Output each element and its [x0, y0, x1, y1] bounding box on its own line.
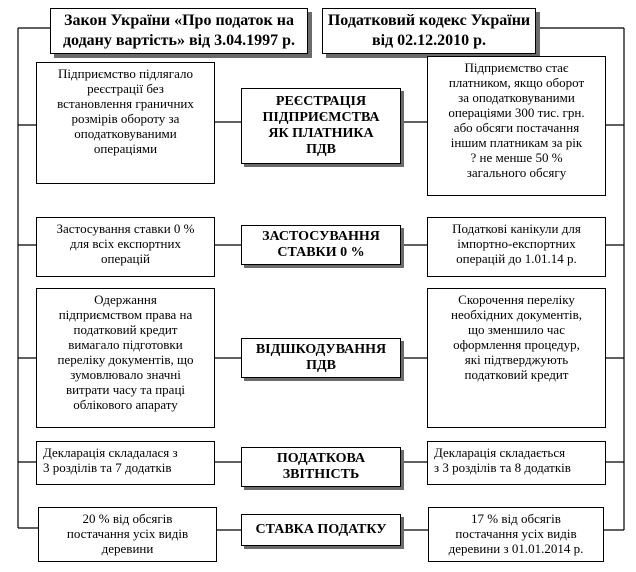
row4-topic-box — [241, 447, 401, 487]
row2-topic-box — [241, 225, 401, 265]
row5-left-box — [38, 507, 217, 562]
header-law-1997-text: Закон України «Про податок на додану вартість» від 3.04.1997 р. — [62, 12, 296, 49]
row4-topic-text: ПОДАТКОВА ЗВІТНІСТЬ — [276, 451, 366, 482]
row2-right-text: Податкові канікули для імпортно-експортних операцій до 1.01.14 р. — [452, 221, 581, 266]
row5-topic-text: СТАВКА ПОДАТКУ — [255, 522, 387, 537]
row1-left-text: Підприємство підлягало реєстрації без встановлення граничних розмірів обороту за оподатковуваними операціями — [57, 66, 194, 156]
row4-left-box — [36, 441, 215, 485]
row3-left-box — [36, 288, 215, 428]
row2-topic-text: ЗАСТОСУВАННЯ СТАВКИ 0 % — [262, 229, 380, 260]
row1-topic-box — [241, 88, 401, 164]
row5-left-text: 20 % від обсягів постачання усіх видів деревини — [66, 511, 189, 556]
row3-right-text: Скорочення переліку необхідних документів, що зменшило час оформлення процедур, які підтверджують податковий кредит — [451, 292, 582, 382]
row3-topic-text: ВІДШКОДУВАННЯ ПДВ — [255, 342, 387, 373]
row1-left-box — [36, 62, 215, 184]
row1-right-box — [427, 56, 606, 196]
row4-right-text: Декларація складається з 3 розділів та 8 додатків — [434, 445, 571, 475]
header-tax-code-2010-text: Податковий кодекс України від 02.12.2010 р. — [327, 12, 531, 49]
row2-right-box — [427, 217, 606, 277]
row1-topic-text: РЕЄСТРАЦІЯ ПІДПРИЄМСТВА ЯК ПЛАТНИКА ПДВ — [262, 94, 380, 157]
row2-left-text: Застосування ставки 0 % для всіх експортних операцій — [56, 221, 195, 266]
header-tax-code-2010 — [322, 8, 536, 54]
row3-topic-box — [241, 338, 401, 378]
header-law-1997 — [50, 8, 308, 54]
row5-right-box — [428, 507, 604, 562]
row4-right-box — [427, 441, 606, 485]
row4-left-text: Декларація складалася з 3 розділів та 7 додатків — [43, 445, 178, 475]
row5-topic-box — [241, 514, 401, 546]
row5-right-text: 17 % від обсягів постачання усіх видів деревини з 01.01.2014 р. — [448, 511, 584, 556]
row3-right-box — [427, 288, 606, 428]
row1-right-text: Підприємство стає платником, якщо оборот за оподатковуваними операціями 300 тис. грн. або обсяги постачання іншим платникам за рік ? не менше 50 % загального обсягу — [448, 60, 585, 180]
row2-left-box — [36, 217, 215, 277]
row3-left-text: Одержання підприємством права на податковий кредит вимагало підготовки переліку документів, що зумовлювало значні витрати часу та праці облікового апарату — [57, 292, 194, 412]
